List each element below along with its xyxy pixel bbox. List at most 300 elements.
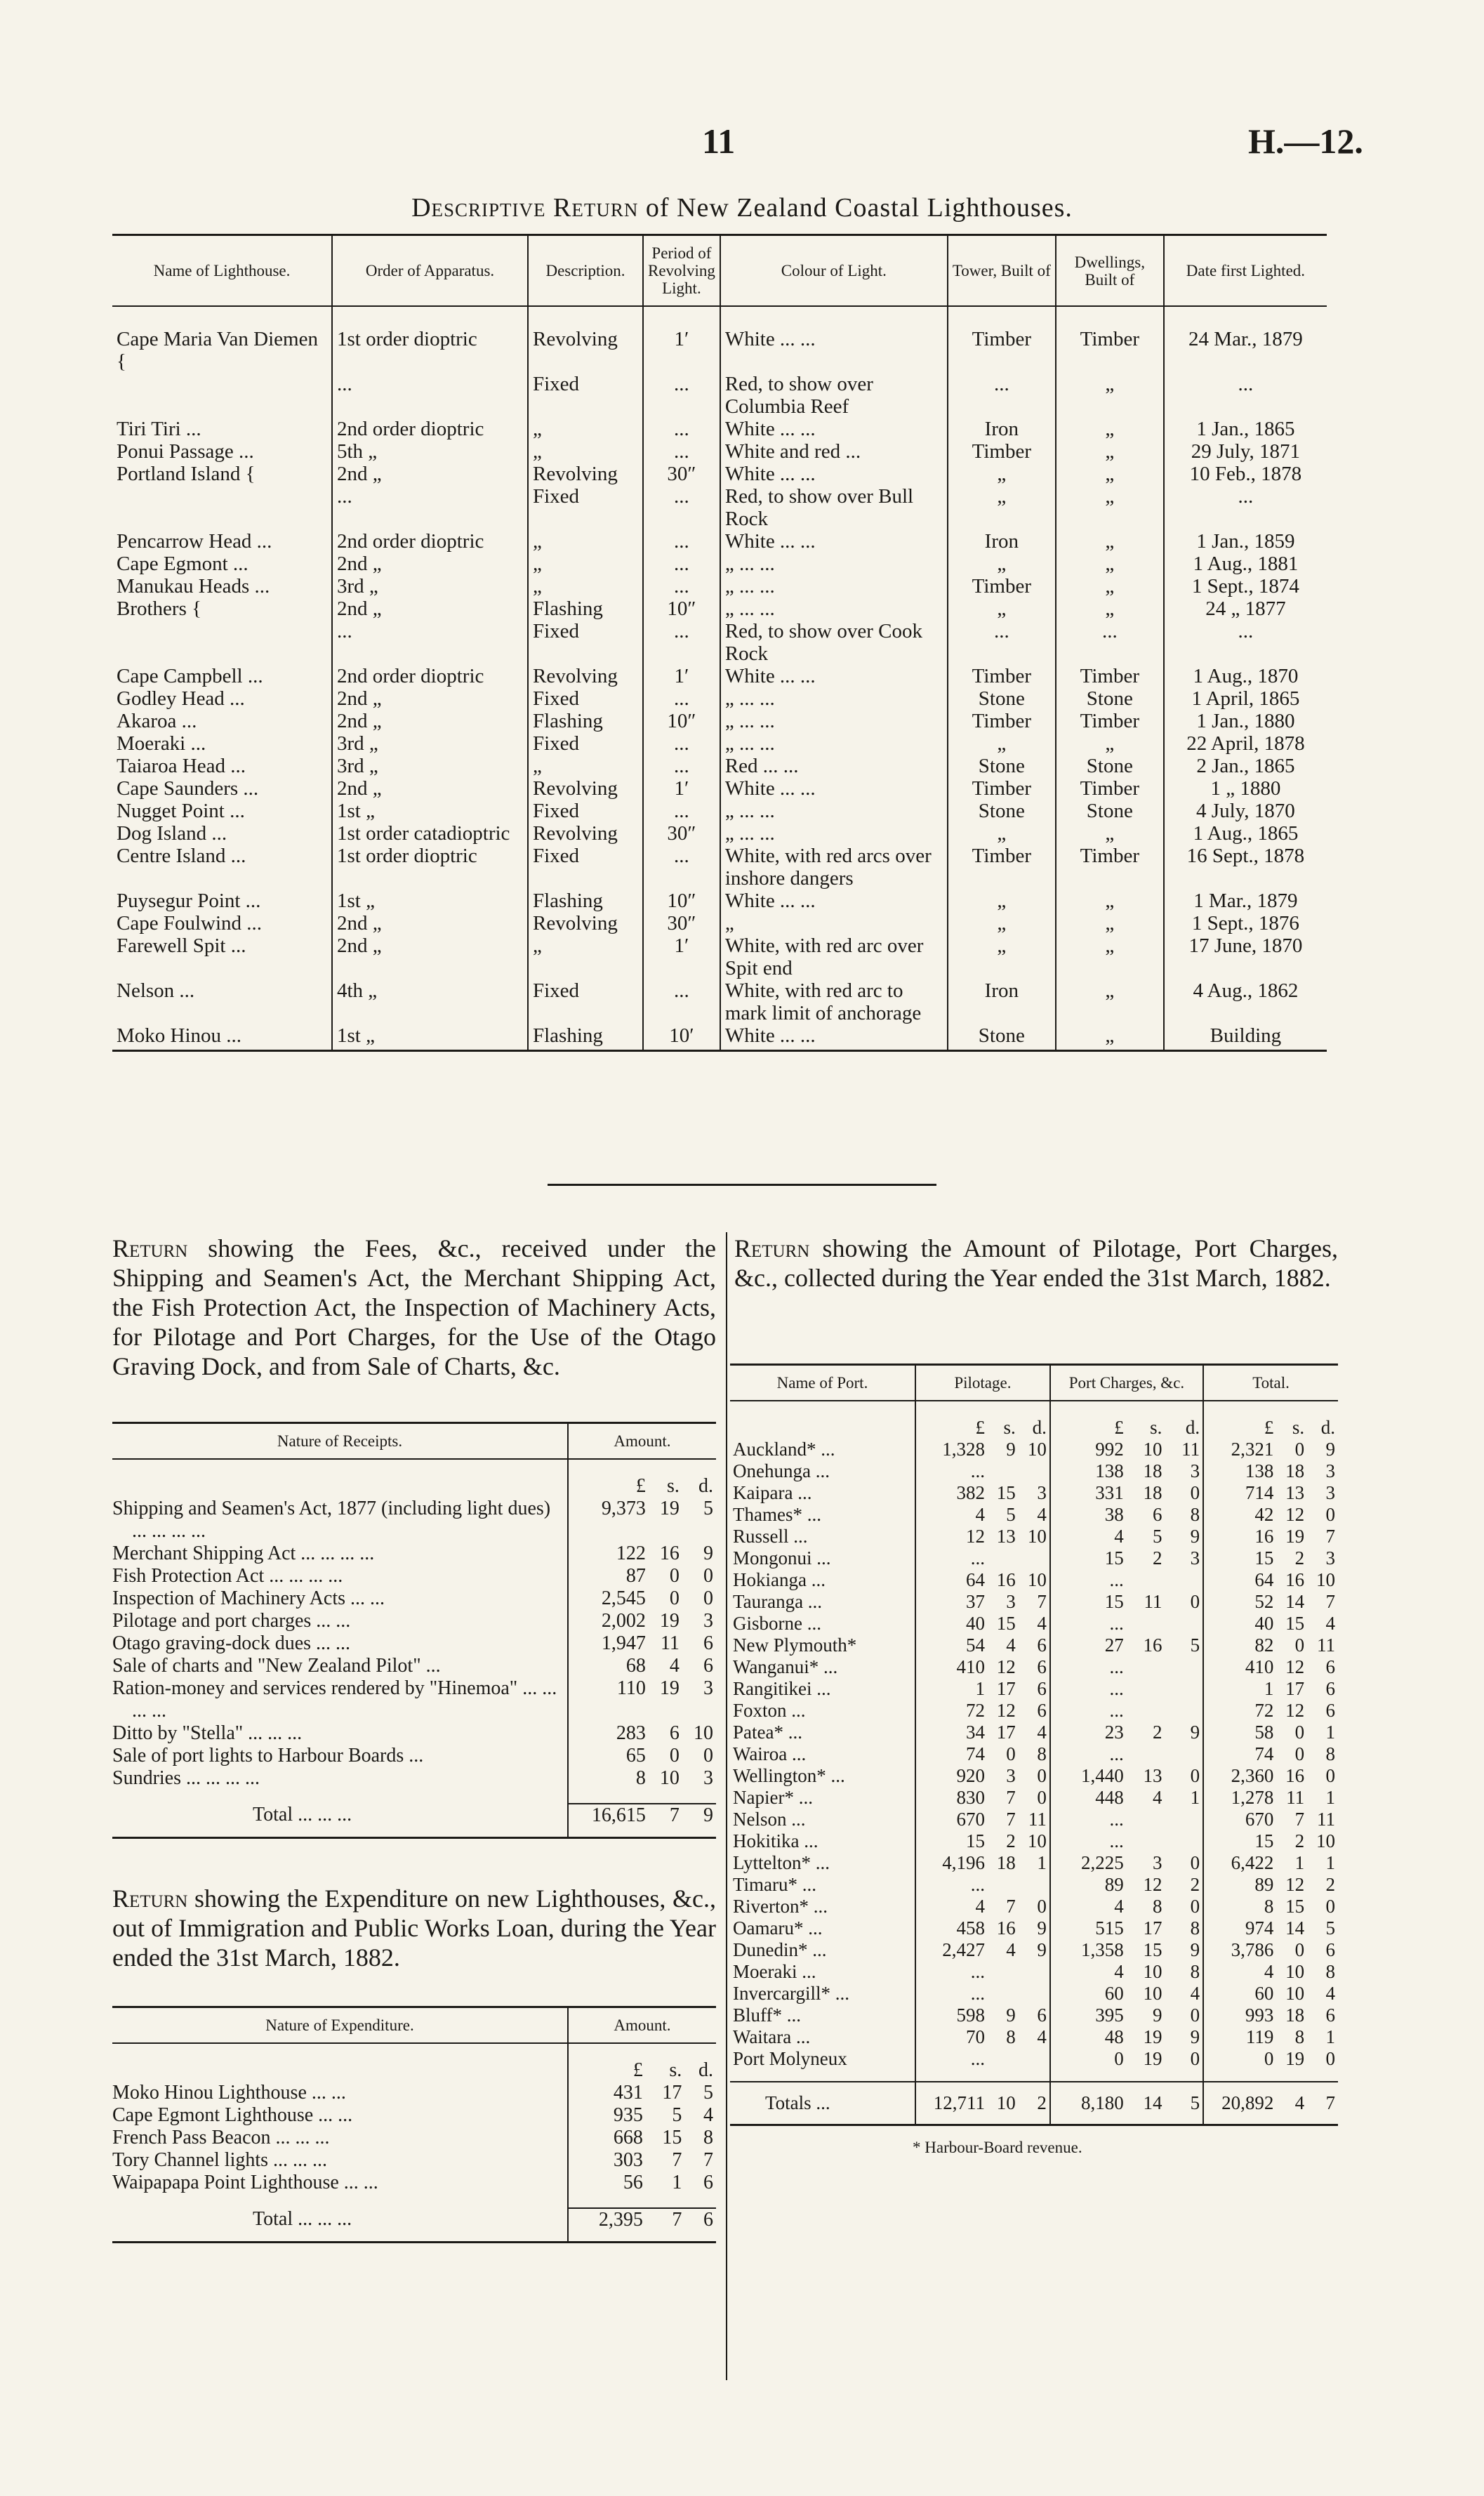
fees-amount: 1,947 xyxy=(568,1632,649,1655)
lh-dwellings: „ xyxy=(1056,463,1164,485)
pilotage-spacer xyxy=(1203,2070,1338,2082)
lh-colour: „ ... ... xyxy=(720,710,948,732)
pilotage-port: Dunedin* ... xyxy=(733,1939,827,1960)
lh-order: 1st order dioptric xyxy=(332,306,528,373)
pilotage-row xyxy=(730,1896,1338,1917)
fees-col-nature: Nature of Receipts. xyxy=(112,1423,568,1460)
pilotage-amount xyxy=(1127,1743,1165,1765)
pilotage-port: Lyttelton* ... xyxy=(733,1852,830,1873)
pilotage-amount: 410 xyxy=(915,1656,988,1678)
pilotage-header-row xyxy=(730,1365,1338,1401)
pilotage-port: Patea* ... xyxy=(733,1722,802,1743)
pilotage-row xyxy=(730,1635,1338,1656)
pilotage-amount: ... xyxy=(1050,1830,1127,1852)
lh-order: ... xyxy=(332,620,528,665)
pilotage-col-total: Total. xyxy=(1203,1365,1338,1401)
pilotage-unit: £ xyxy=(915,1401,988,1439)
lh-dwellings: Stone xyxy=(1056,800,1164,822)
pilotage-amount: 138 xyxy=(1203,1460,1276,1482)
expenditure-spacer xyxy=(568,2194,716,2208)
lh-order: 2nd order dioptric xyxy=(332,418,528,440)
fees-row xyxy=(112,1565,716,1587)
lh-order: 2nd order dioptric xyxy=(332,530,528,553)
pilotage-amount: 0 xyxy=(1325,2048,1335,2069)
expenditure-amount: 1 xyxy=(672,2172,682,2193)
pilotage-amount: 9 xyxy=(1006,2005,1016,2026)
lh-tower: ... xyxy=(948,620,1056,665)
pilotage-amount: 2 xyxy=(1190,1874,1200,1895)
lh-name: Tiri Tiri ... xyxy=(117,418,201,440)
pilotage-amount: 12 xyxy=(1285,1656,1305,1677)
col-dwellings: Dwellings, Built of xyxy=(1056,235,1164,307)
pilotage-amount: 3 xyxy=(1006,1591,1016,1612)
pilotage-amount: 12 xyxy=(996,1656,1016,1677)
pilotage-port: Tauranga ... xyxy=(733,1591,823,1612)
expenditure-table xyxy=(112,2006,716,2243)
col-colour: Colour of Light. xyxy=(720,235,948,307)
pilotage-row xyxy=(730,1983,1338,2005)
fees-item: Ditto by "Stella" ... ... ... xyxy=(112,1722,303,1744)
expenditure-row xyxy=(112,2104,716,2127)
lh-colour: White ... ... xyxy=(720,890,948,912)
lh-date: 10 Feb., 1878 xyxy=(1164,463,1327,485)
lh-tower: Iron xyxy=(948,979,1056,1024)
pilotage-row xyxy=(730,1700,1338,1722)
lh-tower: Timber xyxy=(948,710,1056,732)
lh-dwellings: Stone xyxy=(1056,755,1164,777)
pilotage-amount: 3 xyxy=(1325,1482,1335,1503)
pilotage-port: Waitara ... xyxy=(733,2026,811,2047)
pilotage-amount: 6 xyxy=(1325,1700,1335,1721)
pilotage-amount: 11 xyxy=(1144,1591,1162,1612)
column-divider xyxy=(726,1232,727,2380)
pilotage-amount xyxy=(1165,1700,1203,1722)
lh-colour: White, with red arc over Spit end xyxy=(720,935,948,979)
expenditure-heading xyxy=(112,1884,716,1972)
lh-tower: „ xyxy=(948,822,1056,845)
expenditure-item: Waipapapa Point Lighthouse ... ... xyxy=(112,2172,378,2193)
pilotage-amount xyxy=(1165,1656,1203,1678)
pilotage-amount: 6 xyxy=(1037,1635,1047,1656)
pilotage-amount: 10 xyxy=(1027,1526,1047,1547)
pilotage-amount: 0 xyxy=(1190,1765,1200,1786)
pilotage-amount: 0 xyxy=(1294,1743,1305,1764)
pilotage-amount: 2,427 xyxy=(915,1939,988,1961)
pilotage-amount: 0 xyxy=(1037,1896,1047,1917)
pilotage-amount: 3 xyxy=(1190,1460,1200,1481)
expenditure-heading-lead: Return xyxy=(112,1884,188,1913)
lh-colour: Red, to show over Bull Rock xyxy=(720,485,948,530)
fees-heading xyxy=(112,1234,716,1381)
pilotage-amount: 0 xyxy=(1325,1765,1335,1786)
pilotage-amount: 0 xyxy=(1294,1439,1305,1460)
pilotage-amount xyxy=(1019,1961,1050,1983)
pilotage-amount: 3 xyxy=(1152,1852,1162,1873)
lh-description: Fixed xyxy=(528,485,643,530)
lh-period: ... xyxy=(643,485,720,530)
lh-period: 10″ xyxy=(643,890,720,912)
lh-period: 30″ xyxy=(643,912,720,935)
pilotage-amount xyxy=(1127,1678,1165,1700)
lh-order: 2nd „ xyxy=(332,553,528,575)
pilotage-amount xyxy=(1165,1809,1203,1830)
col-name: Name of Lighthouse. xyxy=(112,235,332,307)
pilotage-amount xyxy=(1019,2048,1050,2070)
pilotage-row xyxy=(730,1722,1338,1743)
lighthouse-row xyxy=(112,463,1327,485)
lh-name: Taiaroa Head ... xyxy=(117,755,246,777)
lh-name: Puysegur Point ... xyxy=(117,890,261,912)
pilotage-port: Hokitika ... xyxy=(733,1830,819,1851)
pilotage-amount: 17 xyxy=(1143,1917,1162,1939)
lh-colour: White ... ... xyxy=(720,777,948,800)
expenditure-amount: 7 xyxy=(703,2149,713,2171)
pilotage-amount: 10 xyxy=(1027,1830,1047,1851)
pilotage-port: Hokianga ... xyxy=(733,1569,826,1590)
lh-date: 24 Mar., 1879 xyxy=(1164,306,1327,373)
lh-period: 30″ xyxy=(643,822,720,845)
pilotage-unit: £ xyxy=(1203,1401,1276,1439)
fees-item: Sale of charts and "New Zealand Pilot" ... xyxy=(112,1655,441,1677)
lighthouse-row xyxy=(112,306,1327,373)
lh-order: 1st order dioptric xyxy=(332,845,528,890)
pilotage-amount xyxy=(1165,1678,1203,1700)
pilotage-amount: 0 xyxy=(1203,2048,1276,2070)
expenditure-unit: d. xyxy=(698,2059,713,2081)
lh-order: 3rd „ xyxy=(332,755,528,777)
lh-order: 1st „ xyxy=(332,1024,528,1051)
pilotage-amount: 72 xyxy=(1203,1700,1276,1722)
lh-colour: White, with red arc to mark limit of anchorage xyxy=(720,979,948,1024)
lh-date: 4 July, 1870 xyxy=(1164,800,1327,822)
pilotage-amount: 60 xyxy=(1050,1983,1127,2005)
pilotage-totals-amount: 7 xyxy=(1307,2082,1338,2125)
pilotage-amount: 4 xyxy=(1152,1787,1162,1808)
pilotage-amount: ... xyxy=(1050,1743,1127,1765)
lh-dwellings: „ xyxy=(1056,418,1164,440)
lh-date: 1 Mar., 1879 xyxy=(1164,890,1327,912)
pilotage-amount: 993 xyxy=(1203,2005,1276,2026)
pilotage-port: Wellington* ... xyxy=(733,1765,845,1786)
pilotage-amount: 0 xyxy=(1037,1787,1047,1808)
pilotage-unit: d. xyxy=(1320,1417,1335,1438)
pilotage-amount: 40 xyxy=(1203,1613,1276,1635)
lh-dwellings: „ xyxy=(1056,373,1164,418)
lh-date: 29 July, 1871 xyxy=(1164,440,1327,463)
lh-date: 1 Jan., 1880 xyxy=(1164,710,1327,732)
pilotage-amount: 74 xyxy=(915,1743,988,1765)
pilotage-port: Nelson ... xyxy=(733,1809,806,1830)
fees-amount: 0 xyxy=(703,1565,713,1587)
lh-colour: „ ... ... xyxy=(720,732,948,755)
lh-tower: Timber xyxy=(948,665,1056,687)
lh-description: „ xyxy=(528,553,643,575)
pilotage-row xyxy=(730,1439,1338,1460)
pilotage-row xyxy=(730,1569,1338,1591)
pilotage-amount: ... xyxy=(915,1983,988,2005)
pilotage-amount: 10 xyxy=(1285,1961,1305,1982)
pilotage-port: Mongonui ... xyxy=(733,1547,831,1569)
fees-amount: 3 xyxy=(703,1610,713,1632)
lh-name xyxy=(112,620,332,665)
pilotage-amount: 13 xyxy=(996,1526,1016,1547)
pilotage-amount: 18 xyxy=(996,1852,1016,1873)
pilotage-amount: 10 xyxy=(1143,1439,1162,1460)
fees-spacer xyxy=(112,1790,568,1804)
lh-name: Nelson ... xyxy=(117,979,195,1002)
lh-dwellings: Timber xyxy=(1056,777,1164,800)
pilotage-amount: 17 xyxy=(996,1678,1016,1699)
expenditure-amount: 5 xyxy=(672,2104,682,2126)
lh-colour: White, with red arcs over inshore dangers xyxy=(720,845,948,890)
pilotage-amount: 11 xyxy=(1317,1809,1335,1830)
pilotage-port: Gisborne ... xyxy=(733,1613,821,1634)
expenditure-amount: 17 xyxy=(662,2082,682,2104)
pilotage-amount: 16 xyxy=(1285,1569,1305,1590)
fees-row xyxy=(112,1587,716,1610)
fees-item: Ration-money and services rendered by "Hinemoa" ... ... ... ... xyxy=(112,1677,557,1722)
fees-row xyxy=(112,1722,716,1745)
expenditure-amount: 7 xyxy=(672,2149,682,2171)
pilotage-amount xyxy=(1127,1656,1165,1678)
lh-date: 16 Sept., 1878 xyxy=(1164,845,1327,890)
lh-tower: „ xyxy=(948,463,1056,485)
expenditure-total-amount: 2,395 xyxy=(568,2208,646,2243)
pilotage-amount: 16 xyxy=(1285,1765,1305,1786)
pilotage-amount: 4 xyxy=(1037,1504,1047,1525)
lh-period: ... xyxy=(643,418,720,440)
pilotage-amount: 4,196 xyxy=(915,1852,988,1874)
expenditure-total-label: Total ... ... ... xyxy=(112,2208,568,2243)
fees-amount: 68 xyxy=(568,1655,649,1677)
fees-total-row xyxy=(112,1804,716,1838)
pilotage-amount: ... xyxy=(915,2048,988,2070)
pilotage-amount: 10 xyxy=(1316,1830,1335,1851)
fees-amount: 6 xyxy=(703,1632,713,1654)
pilotage-row xyxy=(730,1591,1338,1613)
fees-amount: 2,002 xyxy=(568,1610,649,1632)
lh-tower: Stone xyxy=(948,687,1056,710)
lh-tower: Stone xyxy=(948,755,1056,777)
expenditure-amount: 8 xyxy=(703,2127,713,2148)
pilotage-amount: ... xyxy=(1050,1569,1127,1591)
expenditure-amount: 15 xyxy=(662,2127,682,2148)
lh-tower: Timber xyxy=(948,440,1056,463)
lighthouse-row xyxy=(112,575,1327,597)
fees-row xyxy=(112,1767,716,1790)
fees-amount: 19 xyxy=(659,1610,680,1632)
pilotage-port: Wairoa ... xyxy=(733,1743,807,1764)
pilotage-amount: 2 xyxy=(1152,1547,1162,1569)
lh-order: 2nd „ xyxy=(332,687,528,710)
pilotage-amount: 4 xyxy=(915,1896,988,1917)
fees-row xyxy=(112,1655,716,1677)
pilotage-port: Napier* ... xyxy=(733,1787,813,1808)
lh-name: Brothers { xyxy=(117,597,202,620)
pilotage-amount: ... xyxy=(1050,1809,1127,1830)
pilotage-amount: 1,278 xyxy=(1203,1787,1276,1809)
lh-order: 1st order catadioptric xyxy=(332,822,528,845)
fees-unit: s. xyxy=(667,1475,680,1497)
pilotage-row xyxy=(730,1961,1338,1983)
pilotage-amount: 0 xyxy=(1190,2048,1200,2069)
fees-amount: 11 xyxy=(660,1632,680,1654)
lh-dwellings: „ xyxy=(1056,440,1164,463)
pilotage-amount: 11 xyxy=(1181,1439,1200,1460)
pilotage-amount: 4 xyxy=(1037,1613,1047,1634)
fees-row xyxy=(112,1677,716,1722)
pilotage-amount: 23 xyxy=(1050,1722,1127,1743)
lh-period: ... xyxy=(643,800,720,822)
pilotage-unit: s. xyxy=(1003,1417,1016,1438)
fees-amount: 5 xyxy=(703,1498,713,1519)
lh-dwellings: „ xyxy=(1056,890,1164,912)
lh-period: 10′ xyxy=(643,1024,720,1051)
lh-name: Farewell Spit ... xyxy=(117,935,246,957)
pilotage-amount: 7 xyxy=(1006,1787,1016,1808)
lh-name: Cape Maria Van Diemen { xyxy=(117,328,318,373)
lh-description: Revolving xyxy=(528,822,643,845)
expenditure-total-amount: 6 xyxy=(684,2208,716,2243)
pilotage-amount: 2 xyxy=(1294,1830,1305,1851)
lh-order: 2nd „ xyxy=(332,710,528,732)
pilotage-row xyxy=(730,1743,1338,1765)
pilotage-amount xyxy=(1127,1700,1165,1722)
pilotage-amount: 13 xyxy=(1143,1765,1162,1786)
lh-tower: Stone xyxy=(948,1024,1056,1051)
pilotage-amount: 0 xyxy=(1294,1939,1305,1960)
lh-period: ... xyxy=(643,553,720,575)
pilotage-amount: 4 xyxy=(915,1504,988,1526)
pilotage-row xyxy=(730,2048,1338,2070)
pilotage-body xyxy=(730,1401,1338,2125)
pilotage-amount: 15 xyxy=(996,1613,1016,1634)
lh-name: Dog Island ... xyxy=(117,822,227,845)
fees-amount: 0 xyxy=(703,1745,713,1767)
pilotage-amount: 8 xyxy=(1152,1896,1162,1917)
lh-period: 10″ xyxy=(643,710,720,732)
fees-units-row xyxy=(112,1459,716,1498)
pilotage-amount: 6 xyxy=(1325,1939,1335,1960)
lh-order: ... xyxy=(332,373,528,418)
lh-colour: „ ... ... xyxy=(720,800,948,822)
expenditure-item: Moko Hinou Lighthouse ... ... xyxy=(112,2082,346,2104)
pilotage-amount: 16 xyxy=(996,1569,1016,1590)
pilotage-amount: 54 xyxy=(915,1635,988,1656)
pilotage-amount: 8 xyxy=(1294,2026,1305,2047)
lh-colour: Red ... ... xyxy=(720,755,948,777)
lh-description: Flashing xyxy=(528,710,643,732)
lh-order: 3rd „ xyxy=(332,732,528,755)
pilotage-amount: 3 xyxy=(1006,1765,1016,1786)
expenditure-amount: 56 xyxy=(568,2172,646,2194)
expenditure-item: French Pass Beacon ... ... ... xyxy=(112,2127,330,2148)
pilotage-amount: 9 xyxy=(1190,1526,1200,1547)
lighthouses-table xyxy=(112,234,1327,1052)
expenditure-col-amount: Amount. xyxy=(568,2007,716,2044)
lh-period: ... xyxy=(643,373,720,418)
lh-date: 17 June, 1870 xyxy=(1164,935,1327,979)
pilotage-amount: 10 xyxy=(1143,1961,1162,1982)
lighthouse-row xyxy=(112,418,1327,440)
pilotage-amount: 4 xyxy=(1006,1635,1016,1656)
lh-tower: „ xyxy=(948,912,1056,935)
expenditure-col-nature: Nature of Expenditure. xyxy=(112,2007,568,2044)
lighthouse-row xyxy=(112,530,1327,553)
fees-amount: 19 xyxy=(659,1677,680,1699)
lh-date: ... xyxy=(1164,485,1327,530)
pilotage-port: Timaru* ... xyxy=(733,1874,817,1895)
pilotage-spacer-row xyxy=(730,2070,1338,2082)
fees-row xyxy=(112,1498,716,1543)
pilotage-amount: 8 xyxy=(1203,1896,1276,1917)
pilotage-amount: 4 xyxy=(1050,1526,1127,1547)
pilotage-amount: 6 xyxy=(1325,1656,1335,1677)
pilotage-heading-rest: showing the Amount of Pilotage, Port Charges, &c., collected during the Year ended the 31st March, 1882. xyxy=(734,1234,1338,1292)
lh-tower: „ xyxy=(948,732,1056,755)
lh-description: Flashing xyxy=(528,890,643,912)
fees-amount: 122 xyxy=(568,1543,649,1565)
pilotage-unit: s. xyxy=(1292,1417,1305,1438)
lh-tower: „ xyxy=(948,890,1056,912)
fees-total-amount: 7 xyxy=(649,1804,682,1838)
pilotage-amount: 15 xyxy=(1050,1591,1127,1613)
pilotage-amount: 920 xyxy=(915,1765,988,1787)
pilotage-amount: 74 xyxy=(1203,1743,1276,1765)
pilotage-amount: 1,328 xyxy=(915,1439,988,1460)
pilotage-amount: 9 xyxy=(1152,2005,1162,2026)
pilotage-amount: 1 xyxy=(1325,1787,1335,1808)
fees-amount: 87 xyxy=(568,1565,649,1587)
pilotage-amount xyxy=(988,1547,1019,1569)
fees-row xyxy=(112,1610,716,1632)
pilotage-amount: 515 xyxy=(1050,1917,1127,1939)
lh-description: Fixed xyxy=(528,732,643,755)
pilotage-amount: 17 xyxy=(996,1722,1016,1743)
lighthouse-row xyxy=(112,710,1327,732)
lh-date: 1 Aug., 1881 xyxy=(1164,553,1327,575)
pilotage-totals-amount: 4 xyxy=(1276,2082,1307,2125)
pilotage-amount xyxy=(1165,1743,1203,1765)
expenditure-row xyxy=(112,2172,716,2194)
pilotage-amount: 1 xyxy=(1203,1678,1276,1700)
lh-date: Building xyxy=(1164,1024,1327,1051)
fees-item: Shipping and Seamen's Act, 1877 (including light dues) ... ... ... ... xyxy=(112,1498,551,1542)
pilotage-amount xyxy=(1019,1983,1050,2005)
lh-description: „ xyxy=(528,935,643,979)
pilotage-amount: 16 xyxy=(1203,1526,1276,1547)
pilotage-amount: 119 xyxy=(1203,2026,1276,2048)
pilotage-amount: 5 xyxy=(1190,1635,1200,1656)
lh-order: 2nd order dioptric xyxy=(332,665,528,687)
pilotage-amount: 9 xyxy=(1037,1917,1047,1939)
pilotage-totals-amount: 14 xyxy=(1127,2082,1165,2125)
pilotage-port: Auckland* ... xyxy=(733,1439,835,1460)
fees-amount: 65 xyxy=(568,1745,649,1767)
pilotage-amount: 670 xyxy=(1203,1809,1276,1830)
pilotage-amount: 19 xyxy=(1285,2048,1305,2069)
pilotage-amount: 1 xyxy=(1294,1852,1305,1873)
lh-tower: Iron xyxy=(948,530,1056,553)
lh-colour: „ ... ... xyxy=(720,597,948,620)
fees-heading-rest: showing the Fees, &c., received under the Shipping and Seamen's Act, the Merchant Shipping Act, the Fish Protection Act, the Inspection of Machinery Acts, for Pilotage and Port Charges, for the Use of the Otago Graving Dock, and from Sale of Charts, &c. xyxy=(112,1234,716,1380)
expenditure-total-amount: 7 xyxy=(646,2208,684,2243)
pilotage-amount: 4 xyxy=(1037,2026,1047,2047)
fees-item: Fish Protection Act ... ... ... ... xyxy=(112,1565,343,1587)
pilotage-row xyxy=(730,1547,1338,1569)
lh-dwellings: Timber xyxy=(1056,710,1164,732)
fees-total-amount: 9 xyxy=(682,1804,716,1838)
